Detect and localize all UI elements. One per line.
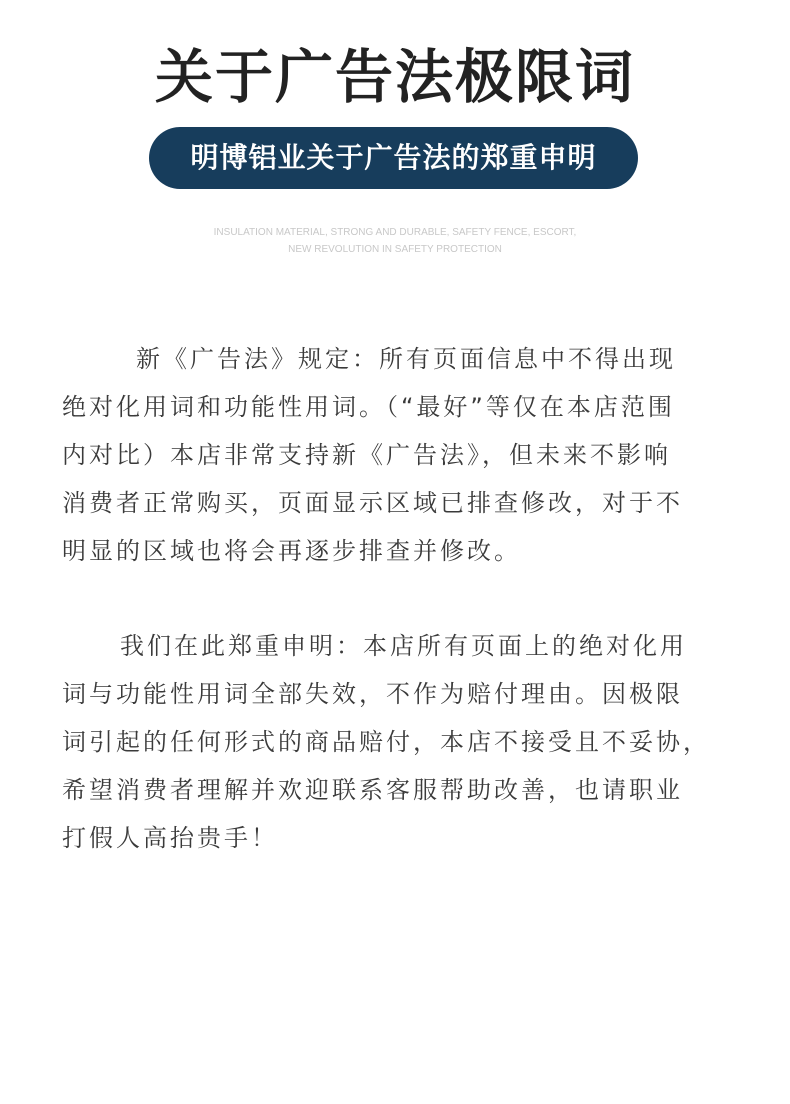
tagline-line: NEW REVOLUTION IN SAFETY PROTECTION	[288, 244, 502, 255]
tagline-line: INSULATION MATERIAL, STRONG AND DURABLE, SAFETY FENCE, ESCORT,	[213, 227, 577, 238]
english-tagline	[0, 224, 790, 258]
paragraph-declaration	[62, 622, 732, 862]
statement-banner	[149, 127, 638, 189]
paragraph-line: 绝对化用词和功能性用词。（“最好”等仅在本店范围	[62, 393, 675, 421]
paragraph-line: 明显的区域也将会再逐步排查并修改。	[62, 537, 521, 565]
paragraph-line: 我们在此郑重申明：本店所有页面上的绝对化用	[120, 632, 687, 660]
page-title: 关于广告法极限词	[154, 43, 635, 111]
paragraph-line: 新《广告法》规定：所有页面信息中不得出现	[136, 345, 676, 373]
paragraph-line: 内对比）本店非常支持新《广告法》，但未来不影响	[62, 441, 671, 469]
paragraph-line: 词与功能性用词全部失效，不作为赔付理由。因极限	[62, 680, 683, 708]
paragraph-regulation	[62, 335, 732, 575]
paragraph-line: 词引起的任何形式的商品赔付，本店不接受且不妥协，	[62, 728, 710, 756]
paragraph-line: 希望消费者理解并欢迎联系客服帮助改善，也请职业	[62, 776, 683, 804]
paragraph-line: 打假人高抬贵手！	[62, 824, 278, 852]
paragraph-line: 消费者正常购买，页面显示区域已排查修改，对于不	[62, 489, 683, 517]
banner-text: 明博铝业关于广告法的郑重申明	[190, 141, 597, 174]
